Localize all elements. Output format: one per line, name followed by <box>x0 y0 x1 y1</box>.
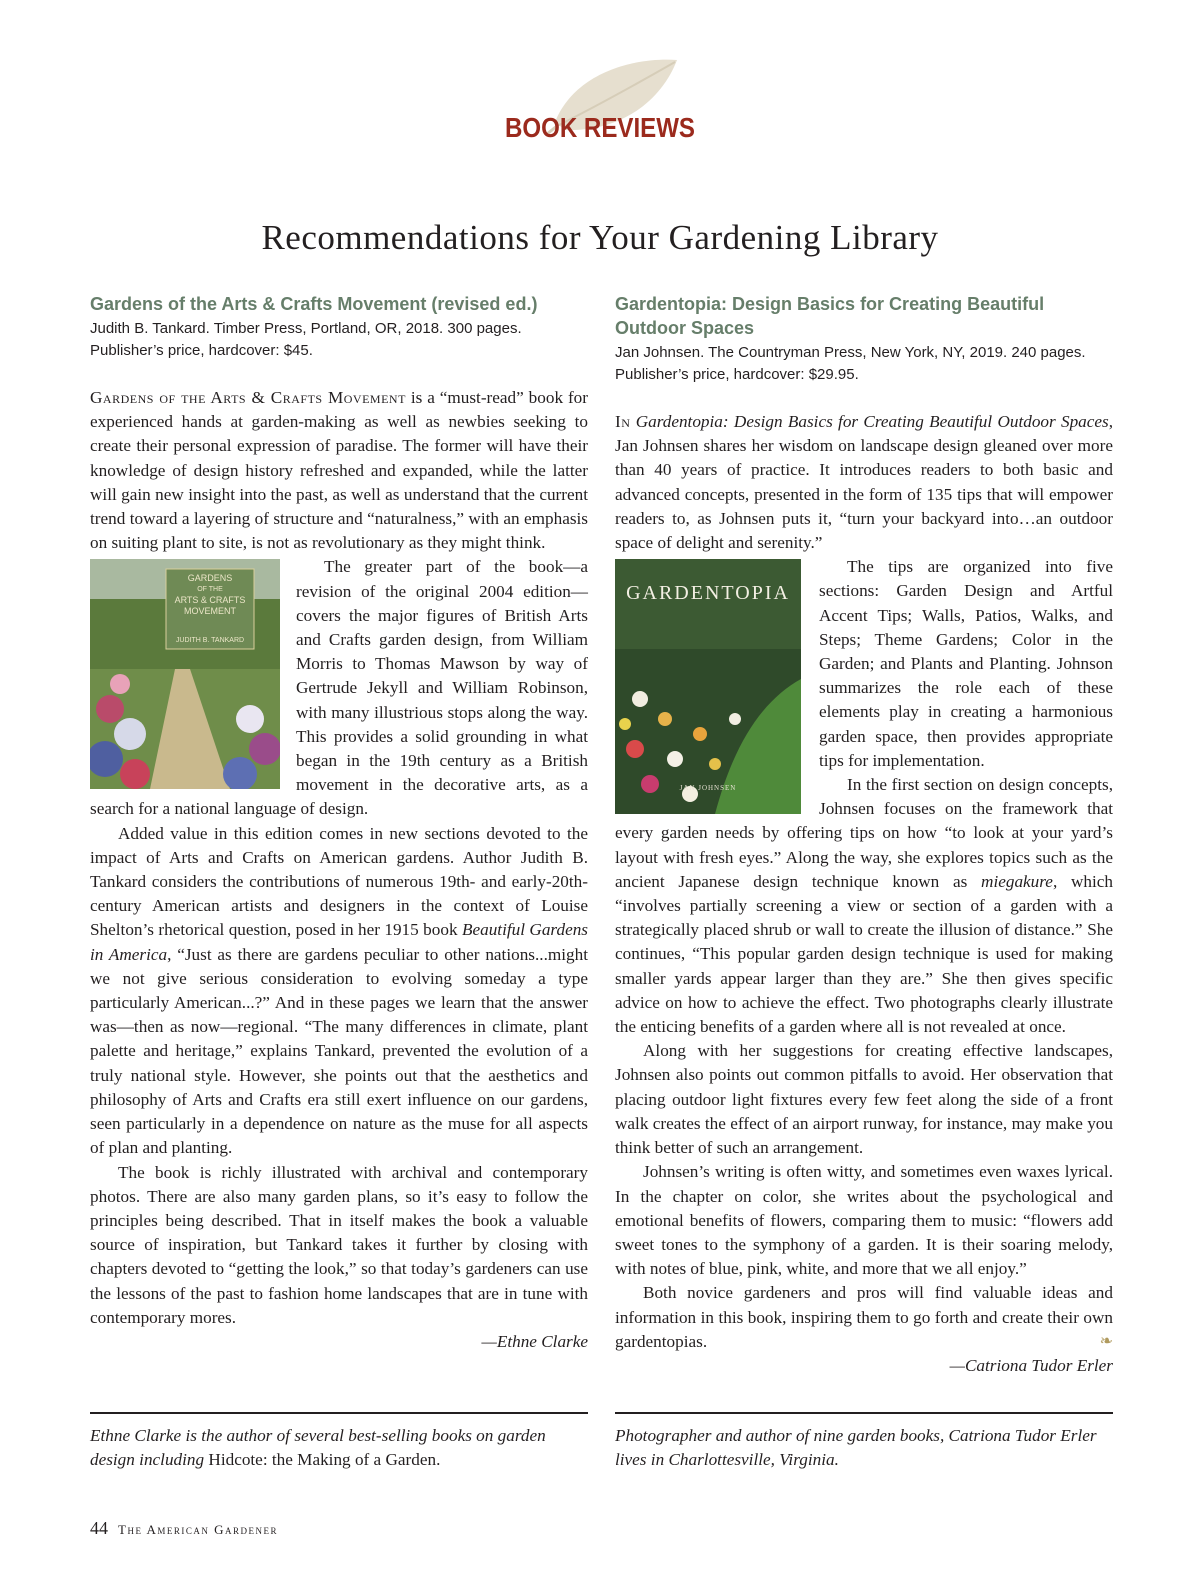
right-p3-text-b: , which “involves partially screening a view or section of a garden with a strategically placed shrub or wall to create the illusion of distance.” She continues, “This popular garden design technique is used for making smaller yards appear larger than they are.” She then gives specific advice on how to achieve the effect. Two photographs clearly illustrate the enticing benefits of a garden where all is not revealed at once. <box>615 871 1113 1037</box>
cover-line-5: JUDITH B. TANKARD <box>175 637 245 645</box>
left-book-meta <box>90 318 588 362</box>
right-p6-text: Both novice gardeners and pros will find valuable ideas and information in this book, inspiring them to go forth and create their own gardentopias. <box>615 1283 1113 1351</box>
left-meta-price: Publisher’s price, hardcover: $45. <box>90 342 313 359</box>
cover-line-2: OF THE <box>197 586 223 594</box>
end-mark-icon: ❧ <box>1099 1332 1113 1350</box>
left-p3-text-a: Added value in this edition comes in new sections devoted to the impact of Arts and Crafts on American gardens. Author Judith B. Tankard considers the contributions of numerous 19th- and early-20th-century American artists and designers in the context of Louise Shelton’s rhetorical question, posed in her 1915 book <box>90 823 588 940</box>
cover-title-text <box>166 573 254 646</box>
left-lead-title: Gardens of the Arts & Crafts Movement <box>90 388 406 407</box>
right-meta-publisher: Jan Johnsen. The Countryman Press, New York, NY, 2019. 240 pages. <box>615 344 1086 361</box>
right-book-meta <box>615 342 1113 386</box>
section-title: BOOK REVIEWS <box>504 112 695 143</box>
cover-gardentopia-author: JAN JOHNSEN <box>679 784 737 793</box>
left-bio-text: Ethne Clarke is the author of several best-selling books on garden design including <box>90 1426 546 1469</box>
left-p3-text-b: , “Just as there are gardens peculiar to other nations...might we not give serious consideration to evolving someday a type particularly American...?” And in these pages we learn that the answer was—then as now—regional. “The many differences in climate, plant palette and heritage,” explains Tankard, prevented the evolution of a truly national style. However, she points out that the aesthetics and philosophy of Arts and Crafts era still exert influence on our gardens, seen particularly in a dependence on nature as the muse for all aspects of plan and planting. <box>90 944 588 1158</box>
right-signature: —Catriona Tudor Erler <box>949 1355 1113 1375</box>
left-signature: —Ethne Clarke <box>481 1331 588 1351</box>
page-footer <box>90 1518 278 1539</box>
right-review-body <box>615 410 1113 1378</box>
left-review <box>90 292 588 1354</box>
left-review-body <box>90 386 588 1354</box>
left-paragraph-2: The greater part of the book—a revision of the original 2004 edition—covers the major figures of British Arts and Crafts garden design, from William Morris to Thomas Mawson by way of Gertrude Jekyll and William Robinson, with many illustrious stops along the way. This provides a solid grounding in what began in the 19th century as a British movement in the decorative arts, as a search for a national language of design. <box>90 557 588 819</box>
left-p3-book-title: Beautiful Gardens in America <box>90 920 588 964</box>
right-p3-term: miegakure <box>981 871 1053 891</box>
book-cover-gardentopia <box>615 559 801 814</box>
cover-line-4: MOVEMENT <box>183 606 236 617</box>
right-paragraph-4: Along with her suggestions for creating effective landscapes, Johnsen also points out common pitfalls to avoid. Her observation that placing outdoor light fixtures every few feet along the side of a front walk creates the effect of an airport runway, for instance, may make you think better of such an arrangement. <box>615 1041 1113 1158</box>
right-paragraph-6 <box>615 1281 1113 1354</box>
left-bio-book-title: Hidcote: the Making of a Garden. <box>208 1450 441 1469</box>
magazine-name: The American Gardener <box>118 1522 278 1537</box>
left-paragraph-1 <box>90 386 588 555</box>
right-p1-text: , Jan Johnsen shares her wisdom on landscape design gleaned over more than 40 years of practice. It introduces readers to both basic and advanced concepts, presented in the form of 135 tips that will empower readers to, as Johnsen puts it, “turn your backyard into…an outdoor space of delight and serenity.” <box>615 412 1114 553</box>
right-paragraph-5: Johnsen’s writing is often witty, and sometimes even waxes lyrical. In the chapter on color, she writes about the psychological and emotional benefits of flowers, comparing them to music: “flowers add sweet tones to the symphony of a garden. It is their soaring melody, with notes of blue, pink, white, and more that we all enjoy.” <box>615 1162 1113 1279</box>
page-number: 44 <box>90 1518 108 1538</box>
left-book-title: Gardens of the Arts & Crafts Movement (revised ed.) <box>90 294 538 314</box>
right-review <box>615 292 1113 1378</box>
left-p1-text: is a “must-read” book for experienced hands at garden-making as well as newbies seeking to create their personal expression of paradise. The former will have their knowledge of design history refreshed and expanded, while the latter will gain new insight into the past, as well as understand that the current trend toward a layering of structure and “naturalness,” with an emphasis on suiting plant to site, is not as revolutionary as they might think. <box>90 388 588 553</box>
right-book-title: Gardentopia: Design Basics for Creating Beautiful Outdoor Spaces <box>615 294 1045 338</box>
cover-line-1: GARDENS <box>187 573 233 584</box>
page-heading: Recommendations for Your Gardening Library <box>261 218 939 257</box>
right-p1-book-title: Gardentopia: Design Basics for Creating Beautiful Outdoor Spaces <box>635 412 1109 431</box>
left-divider <box>90 1412 588 1414</box>
left-meta-publisher: Judith B. Tankard. Timber Press, Portland, OR, 2018. 300 pages. <box>90 320 522 337</box>
right-p3-text-a: In the first section on design concepts, Johnsen focuses on the framework that every garden needs by offering tips on how “to look at your yard’s layout with fresh eyes.” Along the way, she explores topics such as the ancient Japanese design technique known as <box>615 775 1113 891</box>
left-paragraph-3 <box>90 822 588 1161</box>
left-author-bio <box>90 1424 588 1472</box>
left-paragraph-4: The book is richly illustrated with archival and contemporary photos. There are also many garden plans, so it’s easy to follow the principles being described. That in itself makes the book a valuable source of inspiration, but Tankard takes it further by closing with chapters devoted to “getting the look,” so that today’s gardeners can use the lessons of the past to fashion home landscapes that are in tune with contemporary mores. <box>90 1162 588 1327</box>
cover-gardentopia-title: GARDENTOPIA <box>626 582 790 605</box>
cover-line-3: ARTS & CRAFTS <box>174 595 246 606</box>
right-divider <box>615 1412 1113 1414</box>
right-paragraph-1 <box>615 410 1113 555</box>
book-cover-arts-crafts <box>90 559 280 789</box>
right-meta-price: Publisher’s price, hardcover: $29.95. <box>615 366 859 383</box>
right-lead-word: In <box>615 412 631 431</box>
right-author-bio: Photographer and author of nine garden books, Catriona Tudor Erler lives in Charlottesville, Virginia. <box>615 1426 1097 1469</box>
right-paragraph-2: The tips are organized into five sections: Garden Design and Artful Accent Tips; Walls, Patios, Walks, and Steps; Theme Gardens; Color in the Garden; and Plants and Planting. Johnson summarizes the role each of these elements play in creating a harmonious garden space, then provides appropriate tips for implementation. <box>819 557 1113 770</box>
